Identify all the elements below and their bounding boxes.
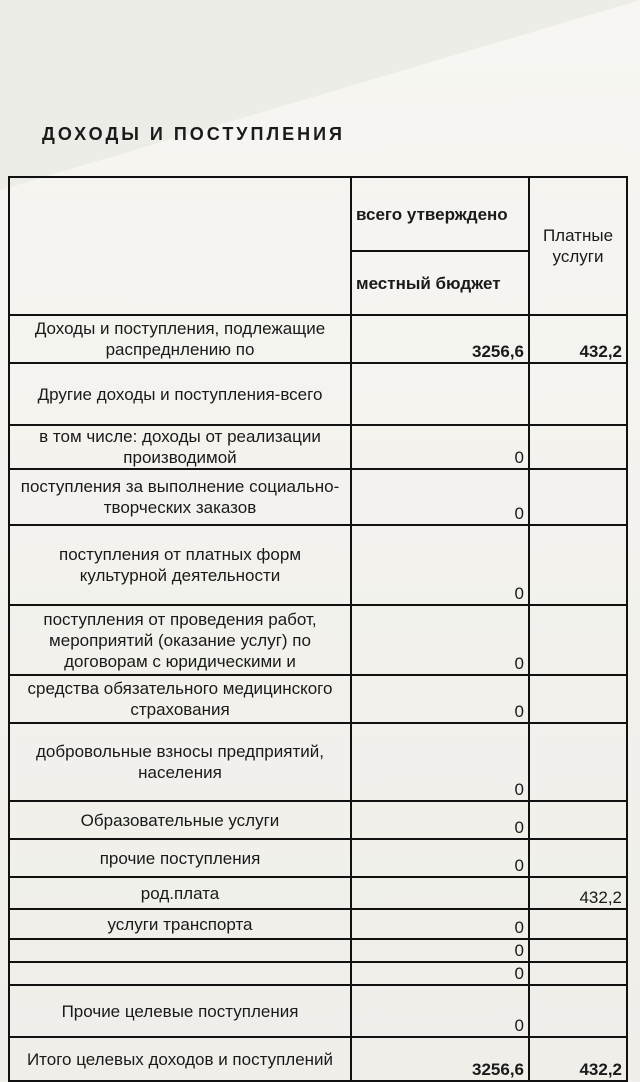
table-row	[9, 363, 627, 425]
table-row	[9, 839, 627, 877]
table-row	[9, 675, 627, 723]
row-paid-services: 432,2	[529, 877, 627, 909]
header-paid: Платные услуги	[529, 177, 627, 315]
table-row	[9, 605, 627, 675]
table-row	[9, 469, 627, 525]
row-paid-services: 432,2	[529, 315, 627, 363]
row-label: поступления от платных форм культурной деятельности	[9, 525, 351, 605]
table-row	[9, 939, 627, 962]
row-local-budget: 0	[351, 469, 529, 525]
row-local-budget	[351, 877, 529, 909]
table-row	[9, 985, 627, 1037]
row-local-budget: 0	[351, 962, 529, 985]
header-local: местный бюджет	[351, 251, 529, 315]
page-title: ДОХОДЫ И ПОСТУПЛЕНИЯ	[42, 124, 345, 144]
row-label: услуги транспорта	[9, 909, 351, 939]
row-label: Доходы и поступления, подлежащие распреднлению по	[9, 315, 351, 363]
table-row	[9, 962, 627, 985]
row-label: в том числе: доходы от реализации производимой	[9, 425, 351, 469]
row-paid-services	[529, 469, 627, 525]
table-row	[9, 525, 627, 605]
row-label	[9, 939, 351, 962]
table-row	[9, 1037, 627, 1081]
table-row	[9, 723, 627, 801]
row-paid-services	[529, 801, 627, 839]
row-label: средства обязательного медицинского страхования	[9, 675, 351, 723]
row-local-budget: 0	[351, 675, 529, 723]
row-label: добровольные взносы предприятий, населения	[9, 723, 351, 801]
row-label: род.плата	[9, 877, 351, 909]
row-label: Образовательные услуги	[9, 801, 351, 839]
row-label: Другие доходы и поступления-всего	[9, 363, 351, 425]
row-paid-services	[529, 839, 627, 877]
row-paid-services	[529, 962, 627, 985]
table-row	[9, 909, 627, 939]
row-label: Итого целевых доходов и поступлений	[9, 1037, 351, 1081]
row-local-budget: 0	[351, 939, 529, 962]
row-local-budget: 3256,6	[351, 1037, 529, 1081]
header-total: всего утверждено	[351, 177, 529, 251]
row-label: Прочие целевые поступления	[9, 985, 351, 1037]
table-row	[9, 801, 627, 839]
row-label: поступления от проведения работ, мероприятий (оказание услуг) по договорам с юридическими и	[9, 605, 351, 675]
row-local-budget: 0	[351, 985, 529, 1037]
row-local-budget	[351, 363, 529, 425]
income-table	[8, 176, 628, 1082]
row-label: поступления за выполнение социально-творческих заказов	[9, 469, 351, 525]
row-label	[9, 962, 351, 985]
row-local-budget: 0	[351, 605, 529, 675]
header-row-1	[9, 177, 627, 251]
row-paid-services	[529, 909, 627, 939]
row-label: прочие поступления	[9, 839, 351, 877]
table-row	[9, 315, 627, 363]
row-paid-services: 432,2	[529, 1037, 627, 1081]
row-paid-services	[529, 675, 627, 723]
row-paid-services	[529, 525, 627, 605]
row-local-budget: 0	[351, 425, 529, 469]
header-blank-cell	[9, 177, 351, 315]
row-local-budget: 0	[351, 723, 529, 801]
row-local-budget: 0	[351, 909, 529, 939]
row-paid-services	[529, 363, 627, 425]
row-local-budget: 0	[351, 525, 529, 605]
row-paid-services	[529, 723, 627, 801]
row-paid-services	[529, 939, 627, 962]
table-row	[9, 425, 627, 469]
row-local-budget: 0	[351, 801, 529, 839]
row-local-budget: 3256,6	[351, 315, 529, 363]
paper-fold-shadow	[0, 0, 640, 190]
table-row	[9, 877, 627, 909]
row-local-budget: 0	[351, 839, 529, 877]
row-paid-services	[529, 605, 627, 675]
row-paid-services	[529, 985, 627, 1037]
row-paid-services	[529, 425, 627, 469]
